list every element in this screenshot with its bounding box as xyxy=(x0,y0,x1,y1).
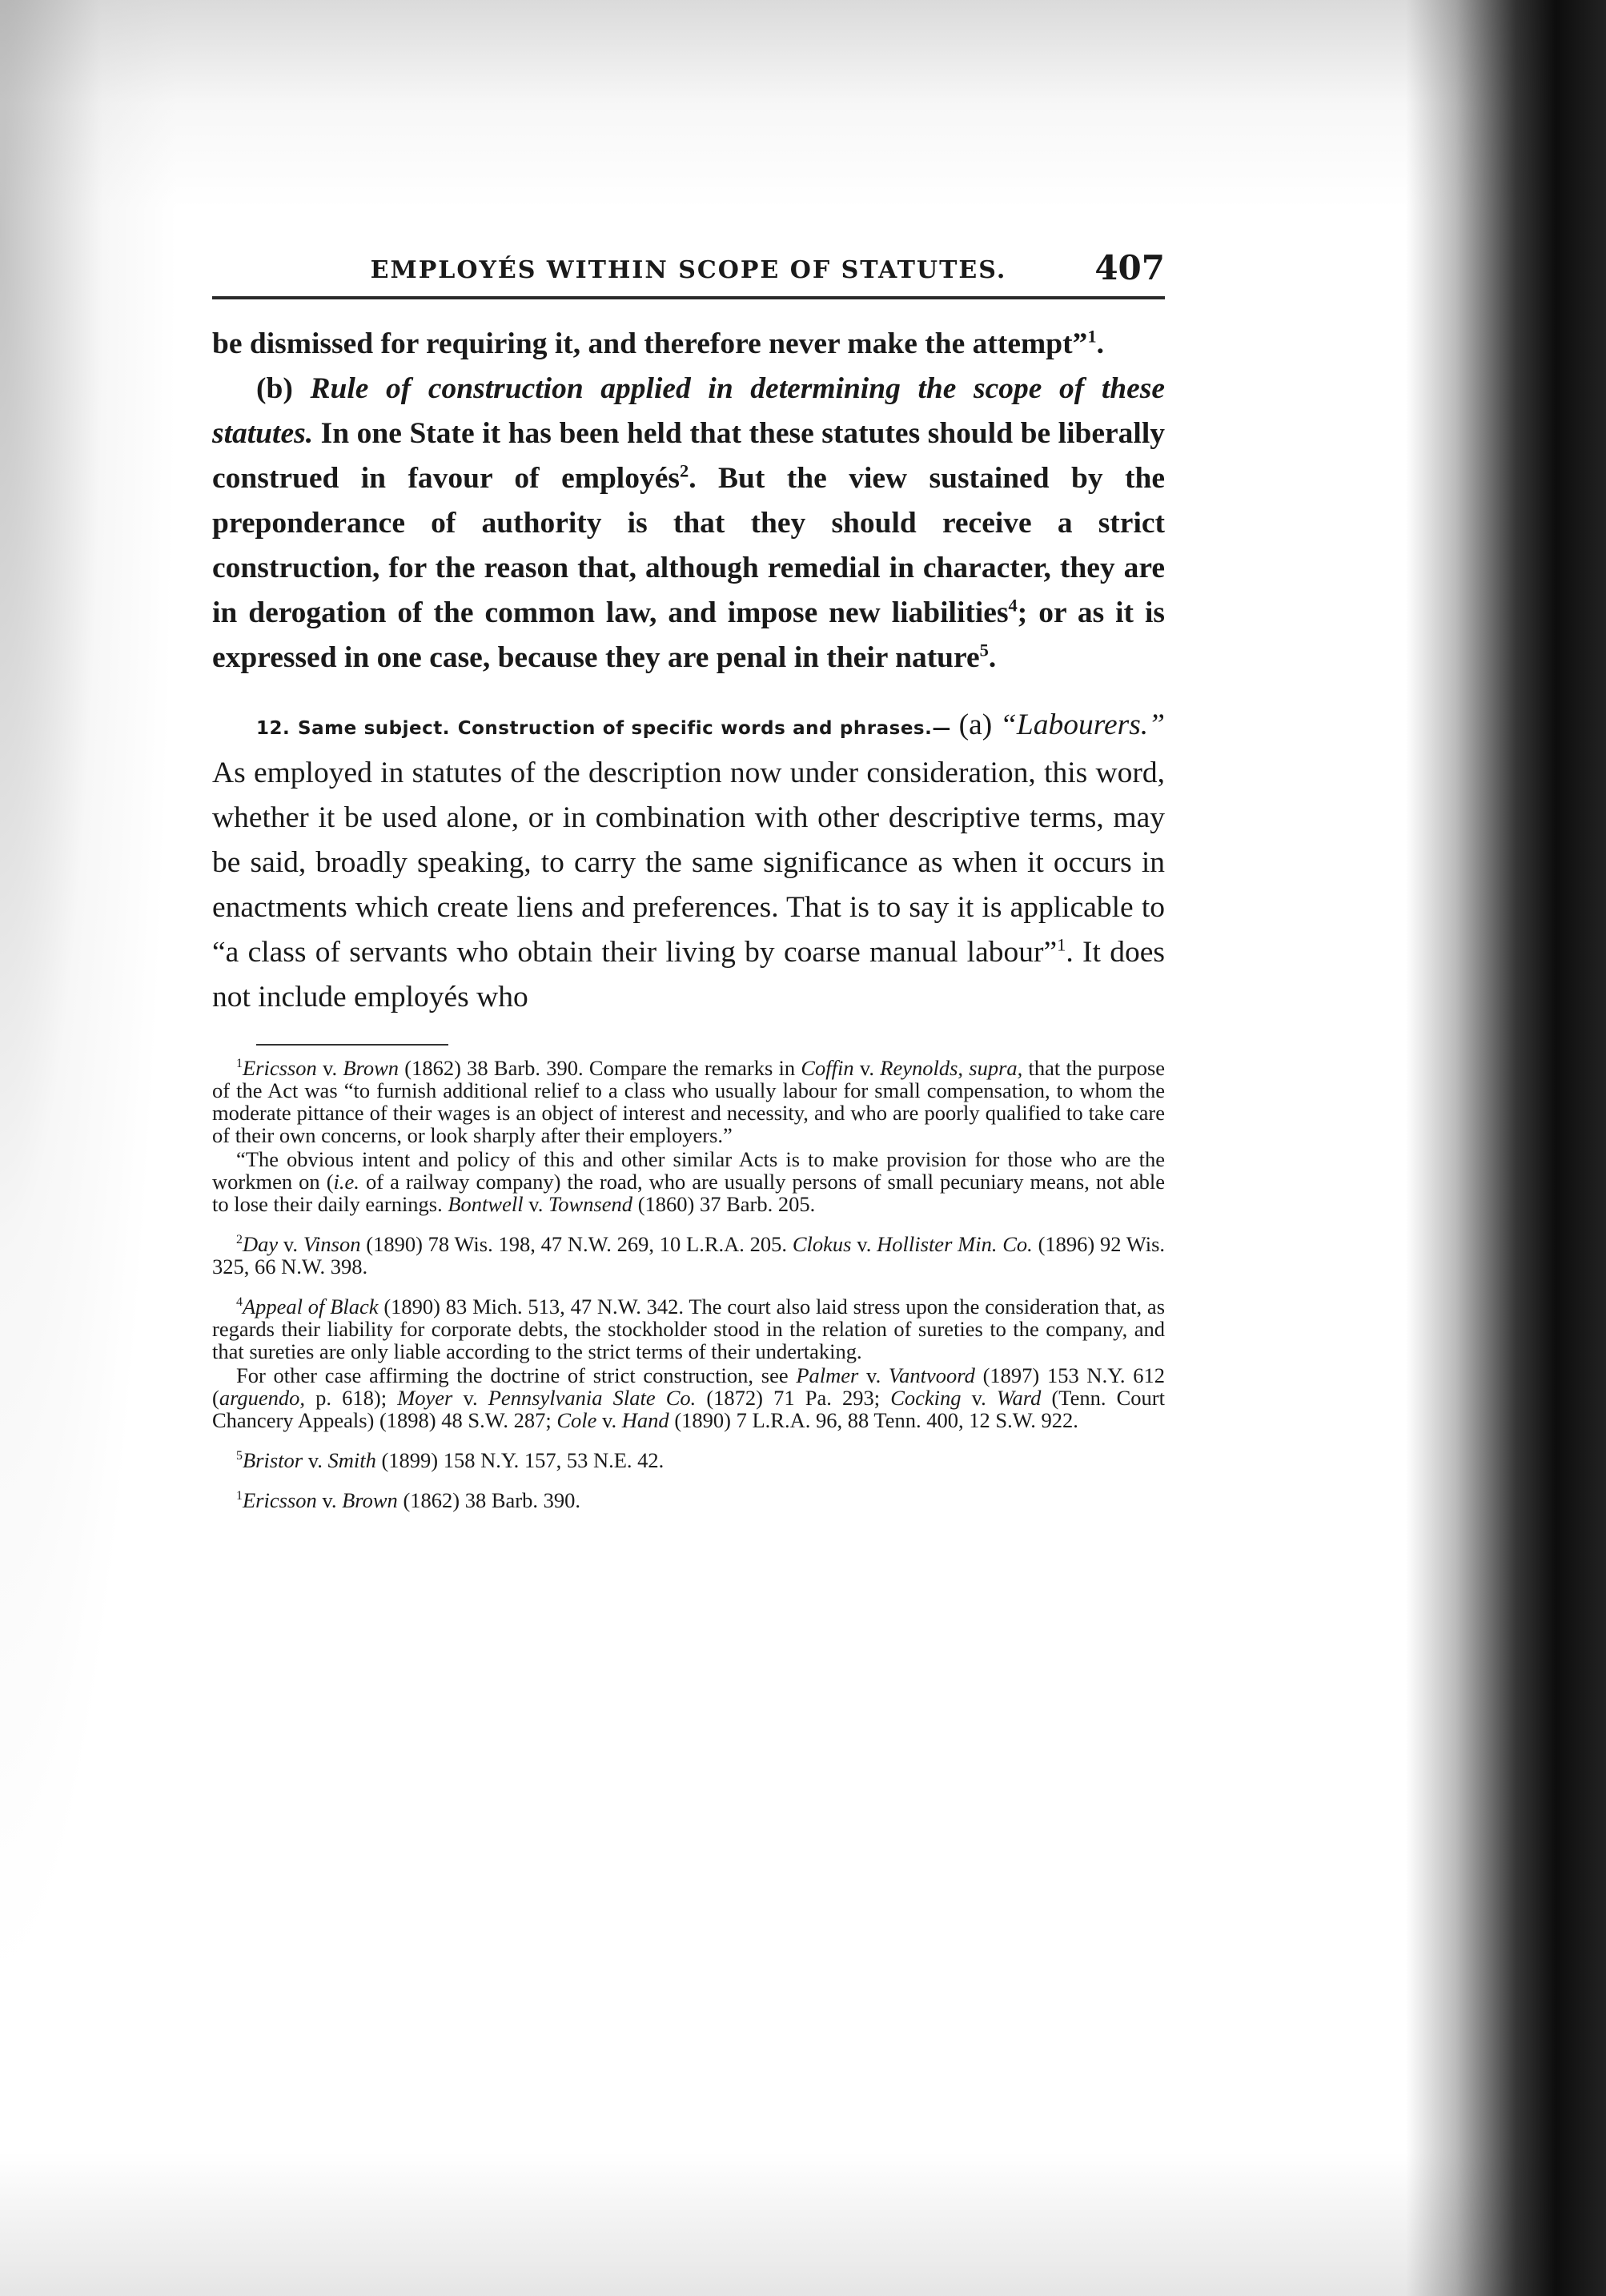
paragraph-continuation: be dismissed for requiring it, and therefore never make the attempt”$^1$. xyxy=(212,326,1104,360)
footnote-ref: 4 xyxy=(1008,595,1018,616)
section-heading: Construction of specific words and phrases.— xyxy=(457,718,951,739)
footnote-rule xyxy=(256,1044,448,1046)
footnote-mark: 1 xyxy=(236,1057,243,1071)
book-page xyxy=(212,240,1165,1529)
scan-shadow-bottom xyxy=(0,2152,1606,2296)
footnote-ref: 1 xyxy=(1057,934,1066,955)
section-number: 12. xyxy=(256,718,291,739)
subsection-heading: Rule of construction applied in determining the scope of these statutes. xyxy=(212,372,1166,450)
section-12: 12. Same subject. Construction of specific words and phrases.— (a) “Labourers.” As employed in statutes of the description now under consideration, this word, whether it be used alone, or in combination with other descriptive terms, may be said, broadly speaking, to carry the same significance as when it occurs in enactments which create liens and preferences. That is to say it is applicable to “a class of servants who obtain their living by coarse manual labour”$^1$. It does not include employés who xyxy=(212,708,1166,1014)
subsection-label: (b) xyxy=(256,372,293,405)
footnote-mark: 4 xyxy=(236,1295,243,1310)
page-number: 407 xyxy=(1094,248,1165,287)
footnote-2: $^2$Day v. Vinson (1890) 78 Wis. 198, 47 N.W. 269, 10 L.R.A. 205. Clokus v. Hollister Min. Co. (1896) 92 Wis. 325, 66 N.W. 398. xyxy=(212,1232,1166,1278)
footnote-ref: 1 xyxy=(1087,326,1097,347)
running-title: EMPLOYÉS WITHIN SCOPE OF STATUTES. xyxy=(370,256,1007,284)
footnote-4: $^4$Appeal of Black (1890) 83 Mich. 513, 47 N.W. 342. The court also laid stress upon the consideration that, as regards their liability for corporate debts, the stockholder stood in the relation of sureties to the company, and that sureties are only liable according to the strict terms of their undertaking. For other case affirming the doctrine of strict construction, see Palmer v. Vantvoord (1897) 153 N.Y. 612 (arguendo, p. 618); Moyer v. Pennsylvania Slate Co. (1872) 71 Pa. 293; Cocking v. Ward (Tenn. Court Chancery Appeals) (1898) 48 S.W. 287; Cole v. Hand (1890) 7 L.R.A. 96, 88 Tenn. 400, 12 S.W. 922. xyxy=(212,1295,1166,1432)
footnote-ref: 5 xyxy=(979,640,989,660)
scan-shadow-left xyxy=(0,0,208,2296)
paragraph-rule-of-construction: (b) Rule of construction applied in determining the scope of these statutes. In one State it has been held that these statutes should be liberally construed in favour of employés$^2$. But the view sustained by the preponderance of authority is that they should receive a strict construction, for the reason that, although remedial in character, they are in derogation of the common law, and impose new liabilities$^4$; or as it is expressed in one case, because they are penal in their nature$^5$. xyxy=(212,372,1166,674)
scan-binding-shadow xyxy=(1406,0,1606,2296)
subsection-label: (a) xyxy=(958,708,993,741)
footnote-mark: 2 xyxy=(236,1233,243,1247)
header-rule xyxy=(212,296,1165,299)
footnote-5: $^5$Bristor v. Smith (1899) 158 N.Y. 157, 53 N.E. 42. xyxy=(236,1448,664,1472)
footnotes xyxy=(212,1057,1165,1511)
footnote-mark: 1 xyxy=(236,1489,243,1503)
footnote-mark: 5 xyxy=(236,1449,243,1463)
defined-term: “Labourers.” xyxy=(1000,708,1166,741)
section-label: Same subject. xyxy=(298,718,450,739)
footnote-1-section-12: $^1$Ericsson v. Brown (1862) 38 Barb. 390. xyxy=(236,1488,580,1512)
scan-shadow-top xyxy=(0,0,1606,208)
footnote-ref: 2 xyxy=(679,460,689,481)
footnote-1: $^1$Ericsson v. Brown (1862) 38 Barb. 390. Compare the remarks in Coffin v. Reynolds, supra, that the purpose of the Act was “to furnish additional relief to a class who usually labour for small compensation, to whom the moderate pittance of their wages is an object of interest and necessity, and who are poorly qualified to take care of their own concerns, or look sharply after their employers.” “The obvious intent and policy of this and other similar Acts is to make provision for those who are the workmen on (i.e. of a railway company) the road, who are usually persons of small pecuniary means, not able to lose their daily earnings. Bontwell v. Townsend (1860) 37 Barb. 205. xyxy=(212,1056,1166,1216)
body-text xyxy=(212,322,1165,680)
running-head xyxy=(212,240,1165,288)
